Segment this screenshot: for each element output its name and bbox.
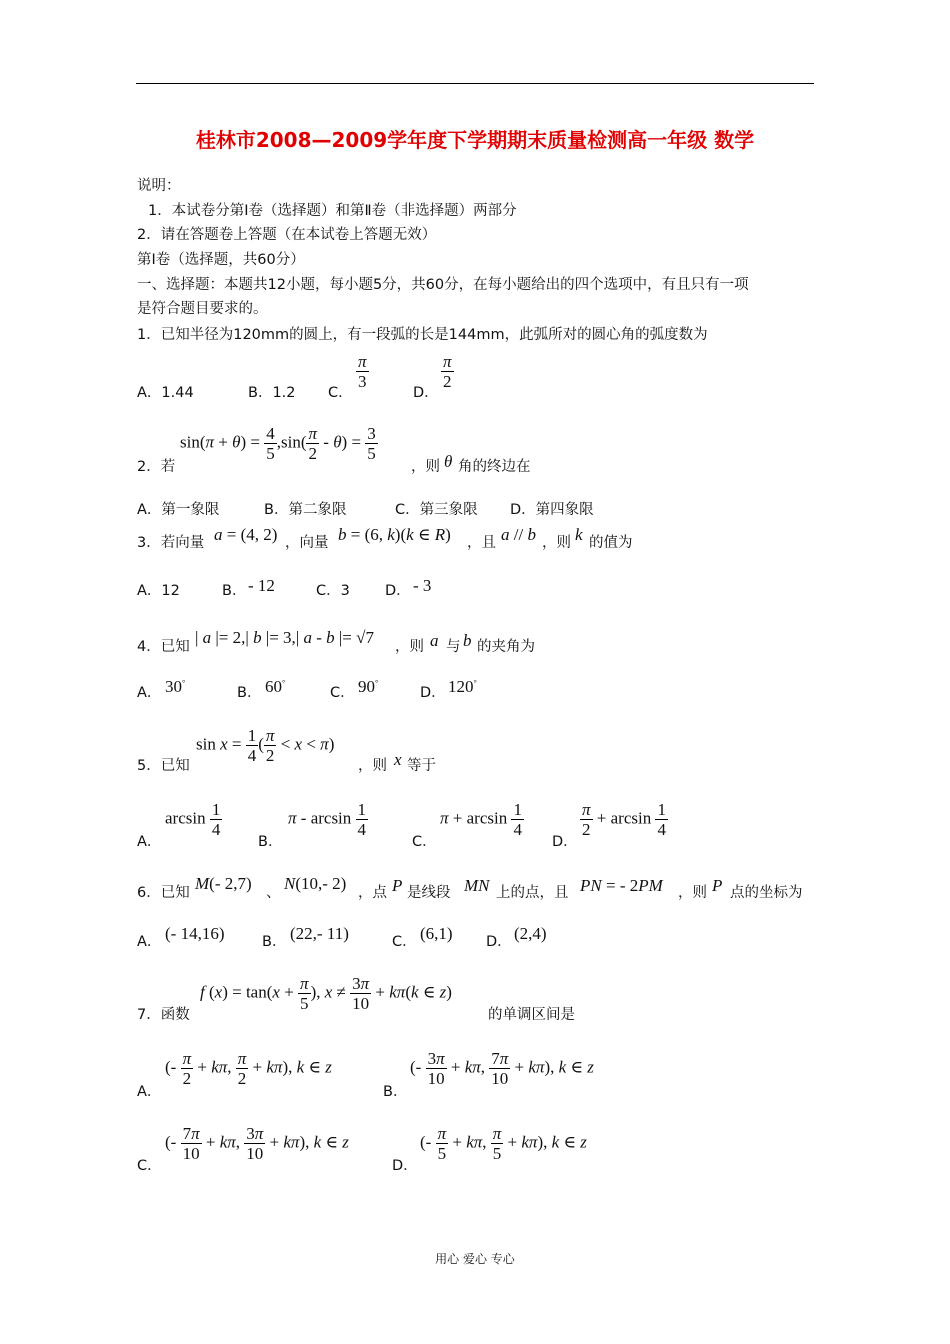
- option-b: B．1.2: [248, 385, 296, 401]
- option-b-value: 60°: [265, 677, 286, 696]
- option-a: A．12: [137, 583, 180, 599]
- question-1: 1．已知半径为120mm的圆上，有一段弧的长是144mm，此弧所对的圆心角的弧度数为: [137, 327, 708, 343]
- question-text: ，则: [542, 535, 571, 551]
- question-text: 的值为: [589, 535, 633, 551]
- intro-line: 2．请在答题卷上答题（在本试卷上答题无效）: [137, 227, 437, 243]
- option-c: C．3: [316, 583, 350, 599]
- math-expression: sin(π + θ) = $\frac{4}{5}$ ,sin( $\frac{\pi}{2}$ - θ) = $\frac{3}{5}$: [180, 424, 376, 463]
- option-d-value: - 3: [413, 576, 432, 595]
- top-rule: [136, 83, 814, 84]
- question-3: 3．若向量: [137, 535, 205, 551]
- question-2: 2．若: [137, 459, 176, 475]
- option-c-value: (6,1): [420, 924, 453, 943]
- option-b: B．第二象限: [264, 502, 347, 518]
- question-text: 点的坐标为: [730, 885, 803, 901]
- question-text: 的单调区间是: [488, 1007, 575, 1023]
- math-k: k: [575, 525, 583, 544]
- option-b-math: π - arcsin $\frac{1}{4}$: [288, 800, 367, 839]
- intro-line: 说明：: [137, 178, 181, 194]
- option-a: A．: [137, 685, 162, 701]
- option-b: B．: [258, 834, 283, 850]
- math-expression: a // b: [501, 525, 536, 544]
- angle-value: 60: [265, 677, 282, 696]
- option-c: C．第三象限: [395, 502, 478, 518]
- option-b: B．: [262, 934, 287, 950]
- math-b: b: [463, 631, 472, 650]
- option-c-math: π + arcsin $\frac{1}{4}$: [440, 800, 522, 839]
- math-expression: PN = - 2PM: [580, 876, 663, 895]
- question-4: 4．已知: [137, 639, 190, 655]
- math-expression: b = (6, k)(k ∈ R): [338, 525, 451, 544]
- question-text: 角的终边在: [458, 459, 531, 475]
- question-text: ，则: [678, 885, 707, 901]
- option-d: D．: [486, 934, 512, 950]
- math-fraction: $\frac{\pi}{3}$: [358, 352, 367, 391]
- option-c: C．: [392, 934, 417, 950]
- question-5: 5．已知: [137, 758, 190, 774]
- math-expression: M(- 2,7): [195, 874, 252, 893]
- option-a: A．1.44: [137, 385, 194, 401]
- question-7: 7．函数: [137, 1007, 190, 1023]
- question-text: ，且: [467, 535, 496, 551]
- intro-line: 1．本试卷分第Ⅰ卷（选择题）和第Ⅱ卷（非选择题）两部分: [148, 203, 517, 219]
- option-b: B．: [237, 685, 262, 701]
- question-text: 上的点，且: [496, 885, 569, 901]
- option-a: A．: [137, 1084, 162, 1100]
- intro-line: 一、选择题：本题共12小题，每小题5分，共60分，在每小题给出的四个选项中，有且只有一项: [137, 277, 749, 293]
- page-footer: 用心 爱心 专心: [435, 1252, 515, 1266]
- question-text: 的夹角为: [477, 639, 535, 655]
- math-expression: a = (4, 2): [214, 525, 278, 544]
- question-text: 与: [446, 639, 461, 655]
- option-d-math: (- $\frac{\pi}{5}$ + kπ, $\frac{\pi}{5}$ + kπ), k ∈ z: [420, 1124, 587, 1163]
- option-d-value: (2,4): [514, 924, 547, 943]
- option-b: B．: [222, 583, 247, 599]
- option-d: D．: [392, 1158, 418, 1174]
- math-expression: sin x = $\frac{1}{4}$ ( $\frac{\pi}{2}$ < x < π): [196, 726, 335, 765]
- math-theta: θ: [444, 452, 453, 471]
- question-text: ，则: [358, 758, 387, 774]
- option-c-value: 90°: [358, 677, 379, 696]
- intro-line: 第Ⅰ卷（选择题，共60分）: [137, 252, 305, 268]
- question-text: ，则: [395, 639, 424, 655]
- angle-value: 120: [448, 677, 474, 696]
- question-text: ，点: [358, 885, 387, 901]
- option-d: D．: [385, 583, 411, 599]
- option-a-value: 30°: [165, 677, 186, 696]
- math-p: P: [712, 876, 723, 895]
- option-d: D．: [420, 685, 446, 701]
- angle-value: 30: [165, 677, 182, 696]
- question-text: ，则: [411, 459, 440, 475]
- option-a-math: (- $\frac{\pi}{2}$ + kπ, $\frac{\pi}{2}$ + kπ), k ∈ z: [165, 1049, 332, 1088]
- math-mn: MN: [464, 876, 490, 895]
- option-b: B．: [383, 1084, 408, 1100]
- option-a: A．第一象限: [137, 502, 220, 518]
- intro-line: 是符合题目要求的。: [137, 301, 268, 317]
- option-d-math: $\frac{\pi}{2}$ + arcsin $\frac{1}{4}$: [582, 800, 666, 839]
- option-c: C．: [328, 385, 353, 401]
- question-text: 、: [266, 885, 281, 901]
- math-expression: f (x) = tan(x + $\frac{\pi}{5}$ ), x ≠ $\frac{3\pi}{10}$ + kπ(k ∈ z): [200, 974, 452, 1013]
- question-6: 6．已知: [137, 885, 190, 901]
- angle-value: 90: [358, 677, 375, 696]
- page-title: 桂林市2008—2009学年度下学期期末质量检测高一年级 数学: [195, 128, 755, 152]
- option-a-math: arcsin $\frac{1}{4}$: [165, 800, 221, 839]
- math-x: x: [394, 750, 402, 769]
- option-c: C．: [330, 685, 355, 701]
- option-b-math: (- $\frac{3\pi}{10}$ + kπ, $\frac{7\pi}{10}$ + kπ), k ∈ z: [410, 1049, 594, 1088]
- question-text: 是线段: [407, 885, 451, 901]
- option-b-value: (22,- 11): [290, 924, 349, 943]
- math-expression: | a |= 2,| b |= 3,| a - b |= √7: [195, 628, 374, 647]
- option-d: D．: [552, 834, 578, 850]
- math-fraction: $\frac{\pi}{2}$: [443, 352, 452, 391]
- option-b-value: - 12: [248, 576, 275, 595]
- option-d-value: 120°: [448, 677, 477, 696]
- math-a: a: [430, 631, 439, 650]
- option-a-value: (- 14,16): [165, 924, 225, 943]
- math-expression: N(10,- 2): [284, 874, 347, 893]
- option-d: D．第四象限: [510, 502, 594, 518]
- question-text: ，向量: [285, 535, 329, 551]
- option-c-math: (- $\frac{7\pi}{10}$ + kπ, $\frac{3\pi}{10}$ + kπ), k ∈ z: [165, 1124, 349, 1163]
- option-a: A．: [137, 934, 162, 950]
- option-c: C．: [137, 1158, 162, 1174]
- question-text: 等于: [407, 758, 436, 774]
- option-c: C．: [412, 834, 437, 850]
- math-p: P: [392, 876, 403, 895]
- option-d: D．: [413, 385, 439, 401]
- option-a: A．: [137, 834, 162, 850]
